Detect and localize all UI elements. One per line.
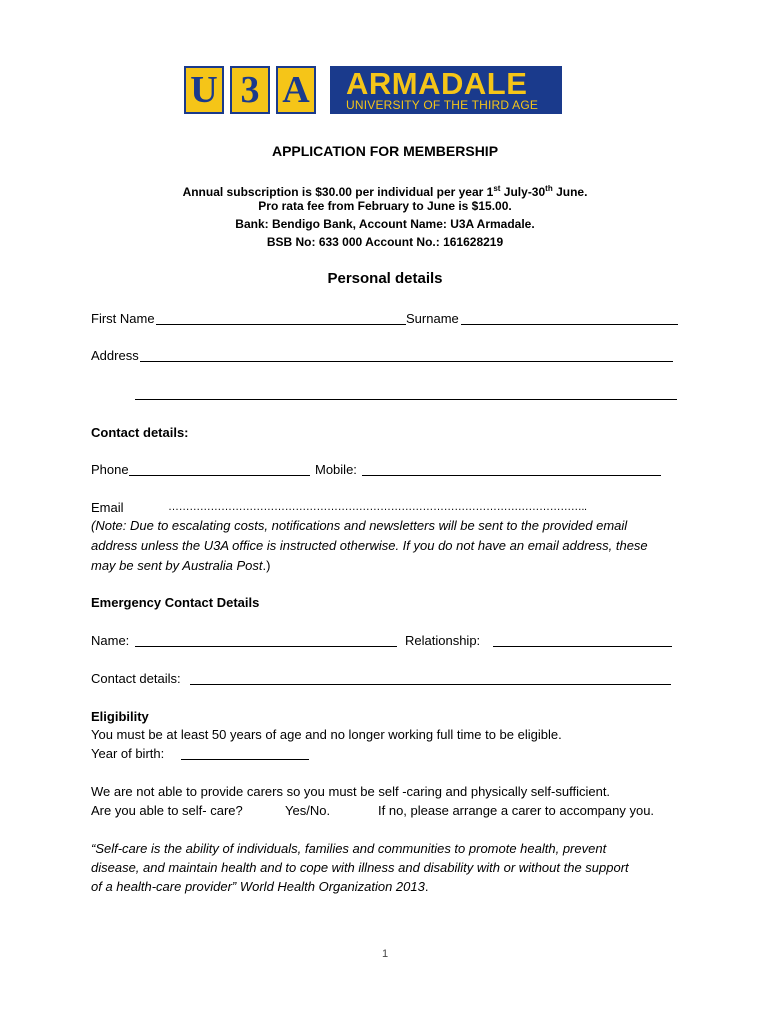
emergency-contact-heading: Emergency Contact Details: [91, 595, 260, 610]
fee-line-1-mid: July-30: [500, 185, 546, 199]
carer-note: If no, please arrange a carer to accompany you.: [378, 803, 655, 818]
mobile-label: Mobile:: [315, 462, 357, 477]
page-number: 1: [381, 948, 389, 960]
year-of-birth-field[interactable]: [181, 759, 309, 760]
surname-label: Surname: [406, 311, 459, 326]
email-note-line-1: (Note: Due to escalating costs, notifications and newsletters will be sent to the provided email: [91, 518, 628, 533]
logo-banner: [330, 66, 562, 114]
phone-label: Phone: [91, 462, 129, 477]
personal-details-heading: Personal details: [327, 270, 443, 287]
fee-line-1-end: June.: [552, 185, 588, 199]
year-of-birth-label: Year of birth:: [91, 746, 165, 761]
email-note-line-3: [91, 557, 270, 574]
first-name-label: First Name: [91, 311, 155, 326]
address-field-line-2[interactable]: [135, 399, 677, 400]
who-quote-line-3: [91, 878, 428, 895]
form-title: APPLICATION FOR MEMBERSHIP: [271, 143, 499, 159]
fee-superscript-st: st: [493, 184, 501, 193]
emergency-name-field[interactable]: [135, 646, 397, 647]
fee-line-1-text: Annual subscription is $30.00 per individual per year 1: [182, 185, 494, 199]
self-care-yes-no[interactable]: Yes/No.: [285, 803, 331, 818]
emergency-contact-field[interactable]: [190, 684, 671, 685]
email-note-line-2: address unless the U3A office is instructed otherwise. If you do not have an email address, these: [91, 538, 648, 553]
bsb-line: BSB No: 633 000 Account No.: 161628219: [266, 235, 504, 249]
email-label: Email: [91, 500, 124, 515]
surname-field[interactable]: [461, 324, 678, 325]
logo-letter-3: 3: [230, 66, 270, 114]
logo-name: ARMADALE: [346, 66, 528, 101]
who-quote-line-3-end: .: [424, 879, 429, 894]
relationship-label: Relationship:: [405, 633, 481, 648]
email-note-line-3-end: .): [262, 558, 271, 573]
address-label: Address: [91, 348, 139, 363]
phone-field[interactable]: [129, 475, 310, 476]
email-field[interactable]: ………………………………………………………………………………………………………..: [168, 501, 587, 513]
self-care-question: Are you able to self- care?: [91, 803, 243, 818]
mobile-field[interactable]: [362, 475, 661, 476]
fee-line-2: Pro rata fee from February to June is $15.00.: [258, 199, 512, 213]
eligibility-age-text: You must be at least 50 years of age and no longer working full time to be eligible.: [91, 727, 562, 742]
carers-text: We are not able to provide carers so you must be self -caring and physically self-sufficient.: [91, 784, 611, 799]
emergency-name-label: Name:: [91, 633, 130, 648]
eligibility-heading: Eligibility: [91, 709, 149, 724]
logo-subtitle: UNIVERSITY OF THE THIRD AGE: [346, 98, 539, 112]
who-quote-line-3-italic: of a health-care provider” World Health Organization 2013: [91, 879, 425, 894]
contact-details-heading: Contact details:: [91, 425, 189, 440]
first-name-field[interactable]: [156, 324, 406, 325]
bank-line: Bank: Bendigo Bank, Account Name: U3A Armadale.: [235, 217, 535, 231]
emergency-contact-label: Contact details:: [91, 671, 181, 686]
logo-letter-a: A: [276, 66, 316, 114]
who-quote-line-1: “Self-care is the ability of individuals, families and communities to promote health, prevent: [91, 841, 607, 856]
who-quote-line-2: disease, and maintain health and to cope with illness and disability with or without the support: [91, 860, 629, 875]
email-note-line-3-italic: may be sent by Australia Post: [91, 558, 263, 573]
logo-letter-u: U: [184, 66, 224, 114]
address-field-line-1[interactable]: [140, 361, 673, 362]
fee-superscript-th: th: [545, 184, 553, 193]
relationship-field[interactable]: [493, 646, 672, 647]
